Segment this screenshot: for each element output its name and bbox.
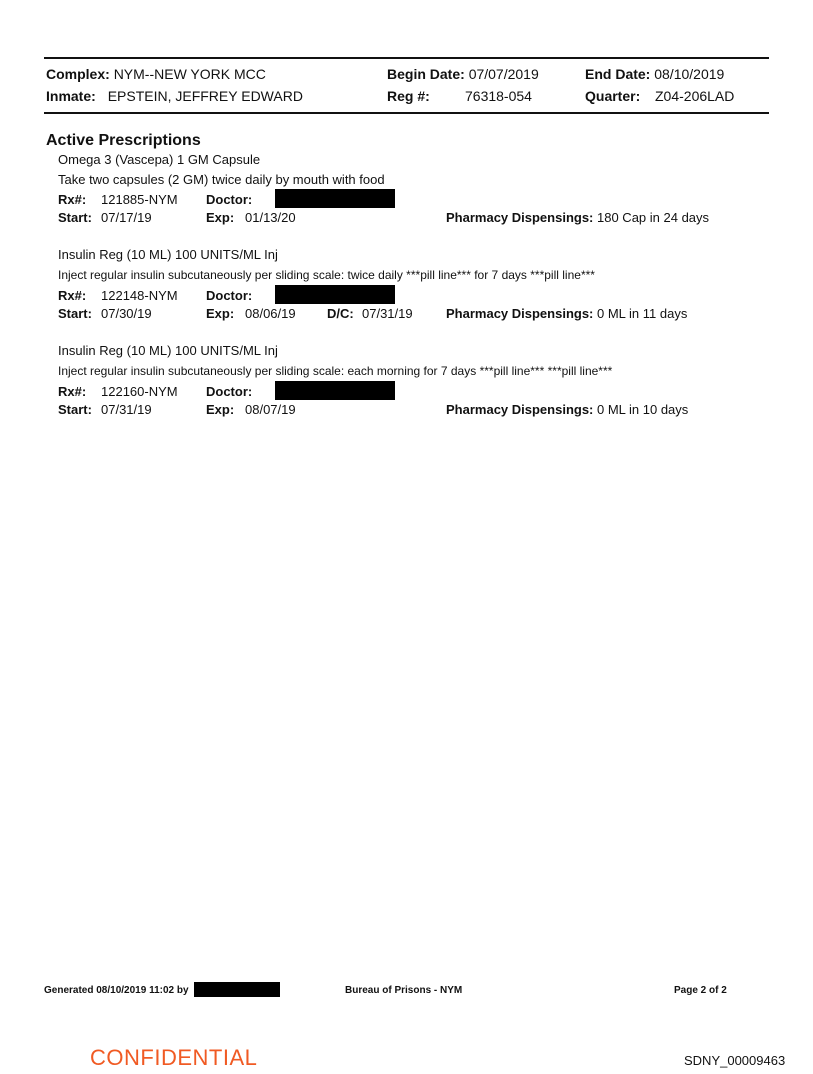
redaction-box (275, 189, 395, 208)
reg-value: 76318-054 (465, 88, 532, 104)
drug-name: Insulin Reg (10 ML) 100 UNITS/ML Inj (58, 247, 278, 262)
generated-text: Generated 08/10/2019 11:02 by (44, 985, 189, 996)
dispensings-value: 0 ML in 10 days (597, 402, 689, 417)
dc-date: 07/31/19 (362, 306, 413, 321)
inmate-value: EPSTEIN, JEFFREY EDWARD (107, 88, 303, 104)
reg-label: Reg #: (387, 88, 430, 104)
end-date-value: 08/10/2019 (654, 66, 725, 82)
start-date: 07/17/19 (101, 210, 152, 225)
inmate-label: Inmate: (46, 88, 96, 104)
exp-label: Exp: (206, 306, 235, 321)
drug-instructions: Inject regular insulin subcutaneously per sliding scale: twice daily ***pill line*** for 7 days ***pill line*** (58, 268, 595, 282)
agency-text: Bureau of Prisons - NYM (345, 985, 463, 996)
start-label: Start: (58, 306, 92, 321)
header-bottom-rule (44, 112, 769, 114)
bates-number: SDNY_00009463 (684, 1053, 786, 1068)
doctor-label: Doctor: (206, 192, 253, 207)
end-date-field (585, 66, 724, 82)
rx-label: Rx#: (58, 384, 87, 399)
complex-field (46, 66, 266, 82)
confidential-stamp: CONFIDENTIAL (90, 1045, 258, 1070)
rx-number: 122160-NYM (101, 384, 178, 399)
complex-value: NYM--NEW YORK MCC (113, 66, 266, 82)
doctor-label: Doctor: (206, 384, 253, 399)
begin-date-label: Begin Date: (387, 66, 465, 82)
dc-label: D/C: (327, 306, 354, 321)
quarter-value: Z04-206LAD (655, 88, 735, 104)
drug-name: Omega 3 (Vascepa) 1 GM Capsule (58, 152, 261, 167)
dispensings-label: Pharmacy Dispensings: (446, 306, 594, 321)
redaction-box (275, 285, 395, 304)
doctor-label: Doctor: (206, 288, 253, 303)
dispensings-value: 180 Cap in 24 days (597, 210, 710, 225)
drug-name: Insulin Reg (10 ML) 100 UNITS/ML Inj (58, 343, 278, 358)
redaction-box (275, 381, 395, 400)
drug-instructions: Take two capsules (2 GM) twice daily by mouth with food (58, 172, 385, 187)
redaction-box (194, 982, 280, 997)
page-number: Page 2 of 2 (674, 985, 727, 996)
end-date-label: End Date: (585, 66, 651, 82)
start-label: Start: (58, 210, 92, 225)
start-date: 07/31/19 (101, 402, 152, 417)
begin-date-field (387, 66, 539, 82)
begin-date-value: 07/07/2019 (468, 66, 539, 82)
section-title: Active Prescriptions (46, 132, 201, 149)
dispensings-label: Pharmacy Dispensings: (446, 402, 594, 417)
exp-date: 01/13/20 (245, 210, 296, 225)
start-date: 07/30/19 (101, 306, 152, 321)
start-label: Start: (58, 402, 92, 417)
complex-label: Complex: (46, 66, 110, 82)
exp-date: 08/07/19 (245, 402, 296, 417)
inmate-field (46, 88, 303, 104)
quarter-label: Quarter: (585, 88, 641, 104)
rx-number: 121885-NYM (101, 192, 178, 207)
rx-number: 122148-NYM (101, 288, 178, 303)
exp-label: Exp: (206, 402, 235, 417)
dispensings-value: 0 ML in 11 days (597, 306, 688, 321)
exp-label: Exp: (206, 210, 235, 225)
exp-date: 08/06/19 (245, 306, 296, 321)
dispensings-label: Pharmacy Dispensings: (446, 210, 594, 225)
rx-label: Rx#: (58, 192, 87, 207)
drug-instructions: Inject regular insulin subcutaneously per sliding scale: each morning for 7 days ***pill line*** ***pill line*** (58, 364, 613, 378)
rx-label: Rx#: (58, 288, 87, 303)
header-top-rule (44, 57, 769, 59)
